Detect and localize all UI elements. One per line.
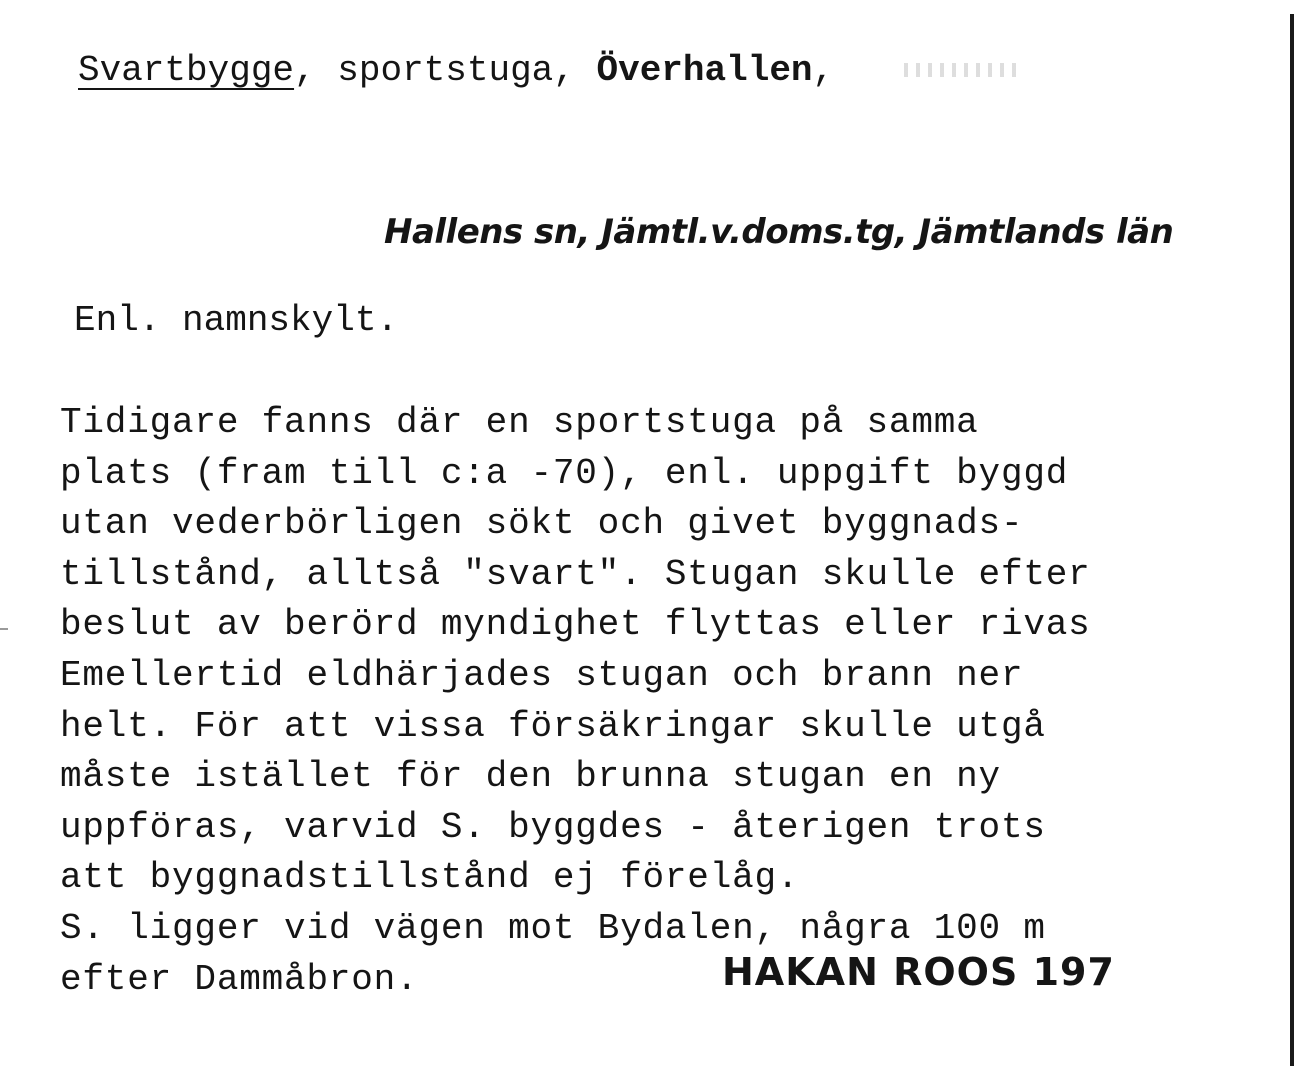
parish-line: Hallens sn, Jämtl.v.doms.tg, Jämtlands län	[384, 212, 1174, 252]
body-line: måste istället för den brunna stugan en ny	[60, 756, 1001, 798]
body-line: efter Dammåbron.	[60, 958, 419, 1000]
body-line: tillstånd, alltså "svart". Stugan skulle efter	[60, 553, 1091, 595]
heading-place: Överhallen	[596, 50, 813, 91]
body-line: Tidigare fanns där en sportstuga på samma	[60, 402, 979, 443]
body-line: helt. För att vissa försäkringar skulle utgå	[60, 705, 1046, 747]
heading-category: , sportstuga,	[294, 50, 597, 91]
body-line: beslut av berörd myndighet flyttas eller rivas	[60, 604, 1091, 646]
heading-keyword: Svartbygge	[78, 50, 295, 91]
margin-tick	[0, 628, 8, 630]
faded-mark	[904, 63, 1024, 77]
source-note: Enl. namnskylt.	[74, 300, 399, 341]
body-line: S. ligger vid vägen mot Bydalen, några 100 m	[60, 907, 1046, 949]
signature-stamp: HAKAN ROOS 197	[722, 950, 1115, 994]
body-line: Emellertid eldhärjades stugan och brann ner	[60, 654, 1024, 696]
body-line: uppföras, varvid S. byggdes - återigen trots	[60, 806, 1046, 848]
card-body	[60, 398, 1290, 1005]
heading-end: ,	[812, 50, 835, 91]
body-line: att byggnadstillstånd ej förelåg.	[60, 857, 800, 899]
card-edge-line	[1290, 14, 1294, 1066]
body-line: utan vederbörligen sökt och givet byggnads-	[60, 503, 1024, 545]
card-heading	[78, 50, 1024, 91]
body-line: plats (fram till c:a -70), enl. uppgift byggd	[60, 452, 1069, 494]
